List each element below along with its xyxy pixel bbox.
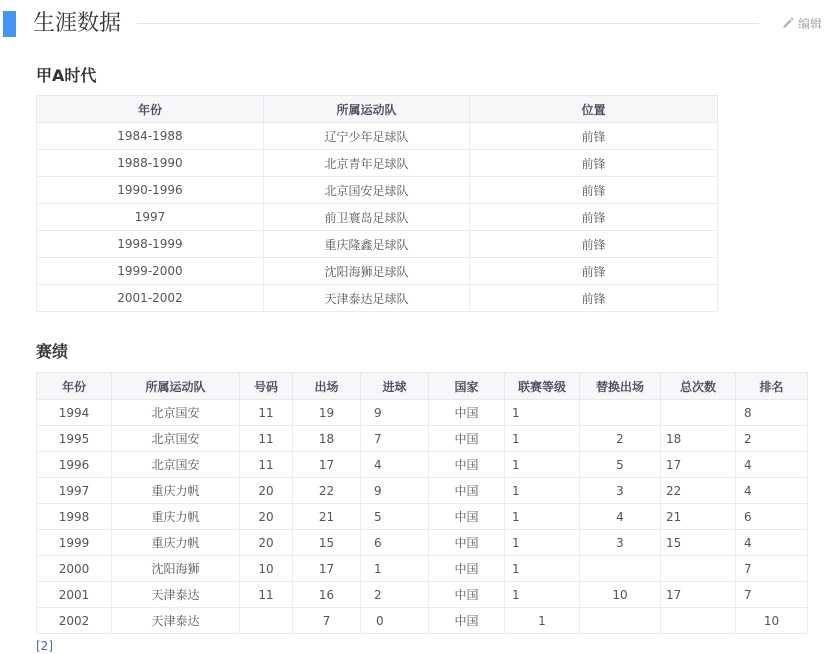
table-cell: 17 bbox=[661, 582, 736, 608]
section-accent-bar bbox=[3, 11, 16, 37]
table-cell: 中国 bbox=[429, 608, 505, 634]
table-cell: 1 bbox=[505, 556, 580, 582]
table-cell: 1990-1996 bbox=[37, 177, 264, 204]
column-header: 进球 bbox=[361, 373, 429, 400]
table-cell: 1 bbox=[505, 504, 580, 530]
table-row bbox=[37, 608, 808, 634]
column-header: 位置 bbox=[470, 96, 718, 123]
table-cell: 7 bbox=[293, 608, 361, 634]
table-cell: 中国 bbox=[429, 530, 505, 556]
column-header: 替换出场 bbox=[580, 373, 661, 400]
table-cell: 1 bbox=[505, 608, 580, 634]
column-header: 排名 bbox=[736, 373, 808, 400]
table-cell: 1996 bbox=[37, 452, 112, 478]
table-cell: 0 bbox=[361, 608, 429, 634]
table-cell: 辽宁少年足球队 bbox=[264, 123, 470, 150]
table-row bbox=[37, 478, 808, 504]
column-header: 号码 bbox=[240, 373, 293, 400]
table-cell: 1984-1988 bbox=[37, 123, 264, 150]
table-cell: 4 bbox=[736, 478, 808, 504]
table-cell: 前锋 bbox=[470, 150, 718, 177]
table-cell: 8 bbox=[736, 400, 808, 426]
table-row bbox=[37, 150, 718, 177]
table-cell: 前卫寰岛足球队 bbox=[264, 204, 470, 231]
table-cell: 前锋 bbox=[470, 231, 718, 258]
table-cell: 4 bbox=[736, 452, 808, 478]
table-cell: 前锋 bbox=[470, 204, 718, 231]
table-cell: 1 bbox=[361, 556, 429, 582]
table-cell: 中国 bbox=[429, 504, 505, 530]
table-cell: 1997 bbox=[37, 204, 264, 231]
table-cell: 17 bbox=[661, 452, 736, 478]
table-cell: 11 bbox=[240, 582, 293, 608]
table-cell: 1 bbox=[505, 452, 580, 478]
table-cell: 11 bbox=[240, 452, 293, 478]
table-cell: 重庆力帆 bbox=[112, 504, 240, 530]
table-cell: 1988-1990 bbox=[37, 150, 264, 177]
table-cell bbox=[240, 608, 293, 634]
table-cell: 前锋 bbox=[470, 285, 718, 312]
table-cell: 1 bbox=[505, 582, 580, 608]
table-header-row bbox=[37, 96, 718, 123]
table-cell: 1 bbox=[505, 400, 580, 426]
table-cell: 21 bbox=[661, 504, 736, 530]
table-cell: 重庆隆鑫足球队 bbox=[264, 231, 470, 258]
table-header-row bbox=[37, 373, 808, 400]
column-header: 联赛等级 bbox=[505, 373, 580, 400]
table-cell: 北京国安足球队 bbox=[264, 177, 470, 204]
pencil-icon bbox=[781, 17, 794, 30]
table-cell: 1994 bbox=[37, 400, 112, 426]
table-cell: 中国 bbox=[429, 400, 505, 426]
table-cell: 北京国安 bbox=[112, 400, 240, 426]
table-cell: 1998-1999 bbox=[37, 231, 264, 258]
table-row bbox=[37, 426, 808, 452]
table-cell: 7 bbox=[736, 556, 808, 582]
table-cell: 2002 bbox=[37, 608, 112, 634]
table-row bbox=[37, 504, 808, 530]
table-cell: 11 bbox=[240, 400, 293, 426]
table-cell bbox=[661, 400, 736, 426]
table-cell: 7 bbox=[361, 426, 429, 452]
table-cell: 20 bbox=[240, 504, 293, 530]
table-cell: 1999 bbox=[37, 530, 112, 556]
column-header: 年份 bbox=[37, 96, 264, 123]
table-cell: 2 bbox=[361, 582, 429, 608]
table-row bbox=[37, 582, 808, 608]
subsection-title-results: 赛绩 bbox=[36, 342, 69, 361]
table-cell: 5 bbox=[361, 504, 429, 530]
page-title: 生涯数据 bbox=[33, 10, 122, 36]
table-cell: 4 bbox=[580, 504, 661, 530]
column-header: 年份 bbox=[37, 373, 112, 400]
table-cell: 2001-2002 bbox=[37, 285, 264, 312]
table-cell: 中国 bbox=[429, 452, 505, 478]
table-cell bbox=[580, 608, 661, 634]
table-cell: 1 bbox=[505, 530, 580, 556]
table-row bbox=[37, 258, 718, 285]
table-row bbox=[37, 177, 718, 204]
table-cell: 10 bbox=[736, 608, 808, 634]
table-cell: 21 bbox=[293, 504, 361, 530]
table-row bbox=[37, 400, 808, 426]
table-cell bbox=[661, 556, 736, 582]
table-cell: 沈阳海狮足球队 bbox=[264, 258, 470, 285]
table-cell: 17 bbox=[293, 452, 361, 478]
table-cell: 22 bbox=[661, 478, 736, 504]
table-cell: 9 bbox=[361, 400, 429, 426]
table-cell: 天津泰达 bbox=[112, 582, 240, 608]
table-cell bbox=[580, 556, 661, 582]
table-cell: 北京青年足球队 bbox=[264, 150, 470, 177]
column-header: 所属运动队 bbox=[264, 96, 470, 123]
table-cell: 4 bbox=[361, 452, 429, 478]
table-cell: 17 bbox=[293, 556, 361, 582]
header-divider bbox=[137, 23, 759, 24]
table-cell: 中国 bbox=[429, 582, 505, 608]
section-header bbox=[0, 0, 835, 38]
table-cell: 4 bbox=[736, 530, 808, 556]
table-cell: 中国 bbox=[429, 426, 505, 452]
table-cell: 11 bbox=[240, 426, 293, 452]
table-cell: 1997 bbox=[37, 478, 112, 504]
table-cell: 北京国安 bbox=[112, 426, 240, 452]
table-cell: 2 bbox=[580, 426, 661, 452]
table-cell: 1 bbox=[505, 478, 580, 504]
table-cell: 前锋 bbox=[470, 123, 718, 150]
era-table bbox=[36, 95, 718, 312]
table-row bbox=[37, 285, 718, 312]
table-cell: 10 bbox=[240, 556, 293, 582]
table-cell: 18 bbox=[293, 426, 361, 452]
table-row bbox=[37, 556, 808, 582]
edit-button[interactable] bbox=[781, 15, 822, 32]
table-cell: 重庆力帆 bbox=[112, 530, 240, 556]
table-cell: 1 bbox=[505, 426, 580, 452]
career-stats-table bbox=[36, 372, 808, 634]
table-row bbox=[37, 530, 808, 556]
table-cell: 北京国安 bbox=[112, 452, 240, 478]
table-cell: 中国 bbox=[429, 556, 505, 582]
table-row bbox=[37, 231, 718, 258]
table-cell: 1995 bbox=[37, 426, 112, 452]
table-cell: 20 bbox=[240, 530, 293, 556]
table-cell: 20 bbox=[240, 478, 293, 504]
table-row bbox=[37, 204, 718, 231]
table-cell: 15 bbox=[293, 530, 361, 556]
table-cell: 10 bbox=[580, 582, 661, 608]
table-cell: 9 bbox=[361, 478, 429, 504]
table-cell: 前锋 bbox=[470, 258, 718, 285]
table-cell bbox=[661, 608, 736, 634]
table-cell: 2 bbox=[736, 426, 808, 452]
section-content bbox=[36, 63, 835, 634]
table-cell: 22 bbox=[293, 478, 361, 504]
table-cell: 1999-2000 bbox=[37, 258, 264, 285]
table-row bbox=[37, 452, 808, 478]
table-cell: 2000 bbox=[37, 556, 112, 582]
table-row bbox=[37, 123, 718, 150]
table-cell: 18 bbox=[661, 426, 736, 452]
table-cell bbox=[580, 400, 661, 426]
table-cell: 中国 bbox=[429, 478, 505, 504]
table-cell: 3 bbox=[580, 530, 661, 556]
table-cell: 7 bbox=[736, 582, 808, 608]
table-cell: 重庆力帆 bbox=[112, 478, 240, 504]
column-header: 所属运动队 bbox=[112, 373, 240, 400]
table-cell: 19 bbox=[293, 400, 361, 426]
table-cell: 15 bbox=[661, 530, 736, 556]
table-cell: 3 bbox=[580, 478, 661, 504]
table-cell: 天津泰达足球队 bbox=[264, 285, 470, 312]
column-header: 总次数 bbox=[661, 373, 736, 400]
table-cell: 6 bbox=[361, 530, 429, 556]
table-cell: 沈阳海狮 bbox=[112, 556, 240, 582]
table-cell: 5 bbox=[580, 452, 661, 478]
column-header: 出场 bbox=[293, 373, 361, 400]
column-header: 国家 bbox=[429, 373, 505, 400]
subsection-title-jia-a-era: 甲A时代 bbox=[36, 66, 97, 85]
table-cell: 前锋 bbox=[470, 177, 718, 204]
table-cell: 1998 bbox=[37, 504, 112, 530]
table-cell: 16 bbox=[293, 582, 361, 608]
reference-link[interactable]: [2] bbox=[36, 639, 53, 653]
table-cell: 2001 bbox=[37, 582, 112, 608]
table-cell: 6 bbox=[736, 504, 808, 530]
table-cell: 天津泰达 bbox=[112, 608, 240, 634]
edit-label: 编辑 bbox=[797, 17, 822, 31]
